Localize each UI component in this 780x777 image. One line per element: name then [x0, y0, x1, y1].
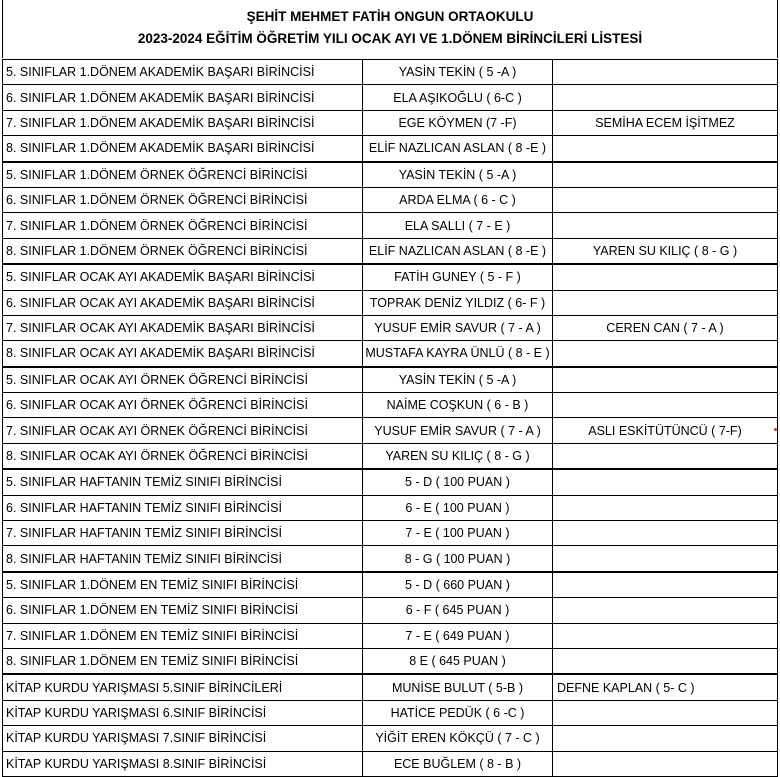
table-row [3, 751, 778, 776]
table-row [3, 546, 778, 572]
table-row [3, 443, 778, 469]
winner-cell: YASİN TEKİN ( 5 -A ) [363, 162, 553, 188]
table-row [3, 162, 778, 188]
category-cell: 6. SINIFLAR 1.DÖNEM AKADEMİK BAŞARI BİRİNCİSİ [3, 85, 363, 110]
table-row [3, 213, 778, 238]
extra-cell: SEMİHA ECEM İŞİTMEZ [553, 110, 778, 135]
table-row [3, 341, 778, 367]
winner-cell: YASİN TEKİN ( 5 -A ) [363, 367, 553, 393]
category-cell: 8. SINIFLAR 1.DÖNEM ÖRNEK ÖĞRENCİ BİRİNCİSİ [3, 238, 363, 264]
school-title: ŞEHİT MEHMET FATİH ONGUN ORTAOKULU [246, 9, 534, 24]
category-cell: 8. SINIFLAR HAFTANIN TEMİZ SINIFI BİRİNCİSİ [3, 546, 363, 572]
category-cell: 6. SINIFLAR OCAK AYI ÖRNEK ÖĞRENCİ BİRİNCİSİ [3, 393, 363, 418]
extra-cell: DEFNE KAPLAN ( 5- C ) [553, 674, 778, 700]
category-cell: 5. SINIFLAR 1.DÖNEM AKADEMİK BAŞARI BİRİNCİSİ [3, 60, 363, 85]
table-row [3, 521, 778, 546]
extra-cell [553, 751, 778, 776]
extra-cell [553, 290, 778, 315]
category-cell: 7. SINIFLAR 1.DÖNEM EN TEMİZ SINIFI BİRİNCİSİ [3, 623, 363, 648]
winner-cell: HATİCE PEDÜK ( 6 -C ) [363, 700, 553, 725]
extra-cell [553, 700, 778, 725]
category-cell: KİTAP KURDU YARIŞMASI 8.SINIF BİRİNCİSİ [3, 751, 363, 776]
winners-table [2, 59, 778, 777]
category-cell: 5. SINIFLAR 1.DÖNEM EN TEMİZ SINIFI BİRİNCİSİ [3, 572, 363, 598]
winner-cell: 7 - E ( 100 PUAN ) [363, 521, 553, 546]
category-cell: 5. SINIFLAR OCAK AYI ÖRNEK ÖĞRENCİ BİRİNCİSİ [3, 367, 363, 393]
winner-cell: ELA AŞIKOĞLU ( 6-C ) [363, 85, 553, 110]
extra-cell [553, 443, 778, 469]
table-row [3, 238, 778, 264]
table-row [3, 674, 778, 700]
winner-cell: YUSUF EMİR SAVUR ( 7 - A ) [363, 315, 553, 340]
extra-cell [553, 136, 778, 162]
category-cell: 8. SINIFLAR OCAK AYI AKADEMİK BAŞARI BİRİNCİSİ [3, 341, 363, 367]
table-row [3, 187, 778, 212]
extra-cell [553, 623, 778, 648]
table-row [3, 469, 778, 495]
table-row [3, 110, 778, 135]
category-cell: 7. SINIFLAR HAFTANIN TEMİZ SINIFI BİRİNCİSİ [3, 521, 363, 546]
table-row [3, 315, 778, 340]
extra-cell [553, 213, 778, 238]
extra-cell [553, 187, 778, 212]
extra-cell: YAREN SU KILIÇ ( 8 - G ) [553, 238, 778, 264]
winner-cell: MUSTAFA KAYRA ÜNLÜ ( 8 - E ) [363, 341, 553, 367]
category-cell: 8. SINIFLAR 1.DÖNEM EN TEMİZ SINIFI BİRİNCİSİ [3, 648, 363, 674]
list-subtitle: 2023-2024 EĞİTİM ÖĞRETİM YILI OCAK AYI VE 1.DÖNEM BİRİNCİLERİ LİSTESİ [137, 31, 643, 46]
extra-cell [553, 648, 778, 674]
winner-cell: 8 E ( 645 PUAN ) [363, 648, 553, 674]
extra-cell [553, 162, 778, 188]
table-row [3, 290, 778, 315]
table-row [3, 726, 778, 751]
winner-cell: 6 - F ( 645 PUAN ) [363, 598, 553, 623]
winner-cell: 6 - E ( 100 PUAN ) [363, 495, 553, 520]
winner-cell: FATİH GUNEY ( 5 - F ) [363, 264, 553, 290]
winner-cell: MUNİSE BULUT ( 5-B ) [363, 674, 553, 700]
category-cell: 6. SINIFLAR HAFTANIN TEMİZ SINIFI BİRİNCİSİ [3, 495, 363, 520]
stray-red-dot [774, 428, 777, 431]
category-cell: 7. SINIFLAR 1.DÖNEM AKADEMİK BAŞARI BİRİNCİSİ [3, 110, 363, 135]
winner-cell: ELİF NAZLICAN ASLAN ( 8 -E ) [363, 136, 553, 162]
category-cell: KİTAP KURDU YARIŞMASI 6.SINIF BİRİNCİSİ [3, 700, 363, 725]
category-cell: 6. SINIFLAR 1.DÖNEM EN TEMİZ SINIFI BİRİNCİSİ [3, 598, 363, 623]
extra-cell [553, 85, 778, 110]
table-row [3, 367, 778, 393]
table-row [3, 418, 778, 443]
table-row [3, 572, 778, 598]
category-cell: 8. SINIFLAR OCAK AYI ÖRNEK ÖĞRENCİ BİRİNCİSİ [3, 443, 363, 469]
extra-cell [553, 572, 778, 598]
table-row [3, 136, 778, 162]
winner-cell: YAREN SU KILIÇ ( 8 - G ) [363, 443, 553, 469]
winner-cell: ECE BUĞLEM ( 8 - B ) [363, 751, 553, 776]
table-row [3, 648, 778, 674]
winner-cell: 7 - E ( 649 PUAN ) [363, 623, 553, 648]
extra-cell [553, 469, 778, 495]
table-row [3, 393, 778, 418]
category-cell: 7. SINIFLAR 1.DÖNEM ÖRNEK ÖĞRENCİ BİRİNCİSİ [3, 213, 363, 238]
extra-cell [553, 546, 778, 572]
category-cell: 7. SINIFLAR OCAK AYI ÖRNEK ÖĞRENCİ BİRİNCİSİ [3, 418, 363, 443]
winner-cell: EGE KÖYMEN (7 -F) [363, 110, 553, 135]
winner-cell: ELİF NAZLICAN ASLAN ( 8 -E ) [363, 238, 553, 264]
winner-cell: TOPRAK DENİZ YILDIZ ( 6- F ) [363, 290, 553, 315]
extra-cell [553, 598, 778, 623]
winner-cell: 5 - D ( 660 PUAN ) [363, 572, 553, 598]
table-row [3, 60, 778, 85]
extra-cell [553, 60, 778, 85]
winner-cell: YİĞİT EREN KÖKÇÜ ( 7 - C ) [363, 726, 553, 751]
winner-cell: ELA SALLI ( 7 - E ) [363, 213, 553, 238]
category-cell: 6. SINIFLAR OCAK AYI AKADEMİK BAŞARI BİRİNCİSİ [3, 290, 363, 315]
winner-cell: YUSUF EMİR SAVUR ( 7 - A ) [363, 418, 553, 443]
winner-cell: ARDA ELMA ( 6 - C ) [363, 187, 553, 212]
category-cell: 6. SINIFLAR 1.DÖNEM ÖRNEK ÖĞRENCİ BİRİNCİSİ [3, 187, 363, 212]
winner-cell: 8 - G ( 100 PUAN ) [363, 546, 553, 572]
extra-cell: CEREN CAN ( 7 - A ) [553, 315, 778, 340]
extra-cell [553, 341, 778, 367]
extra-cell [553, 521, 778, 546]
winner-cell: YASİN TEKİN ( 5 -A ) [363, 60, 553, 85]
table-row [3, 700, 778, 725]
extra-cell: ASLI ESKİTÜTÜNCÜ ( 7-F) [553, 418, 778, 443]
category-cell: KİTAP KURDU YARIŞMASI 5.SINIF BİRİNCİLERİ [3, 674, 363, 700]
winner-cell: NAİME COŞKUN ( 6 - B ) [363, 393, 553, 418]
category-cell: KİTAP KURDU YARIŞMASI 7.SINIF BİRİNCİSİ [3, 726, 363, 751]
table-row [3, 623, 778, 648]
category-cell: 5. SINIFLAR OCAK AYI AKADEMİK BAŞARI BİRİNCİSİ [3, 264, 363, 290]
extra-cell [553, 495, 778, 520]
winner-cell: 5 - D ( 100 PUAN ) [363, 469, 553, 495]
category-cell: 5. SINIFLAR 1.DÖNEM ÖRNEK ÖĞRENCİ BİRİNCİSİ [3, 162, 363, 188]
table-row [3, 598, 778, 623]
extra-cell [553, 367, 778, 393]
category-cell: 8. SINIFLAR 1.DÖNEM AKADEMİK BAŞARI BİRİNCİSİ [3, 136, 363, 162]
extra-cell [553, 393, 778, 418]
category-cell: 5. SINIFLAR HAFTANIN TEMİZ SINIFI BİRİNCİSİ [3, 469, 363, 495]
category-cell: 7. SINIFLAR OCAK AYI AKADEMİK BAŞARI BİRİNCİSİ [3, 315, 363, 340]
table-row [3, 264, 778, 290]
extra-cell [553, 726, 778, 751]
table-row [3, 495, 778, 520]
extra-cell [553, 264, 778, 290]
table-row [3, 85, 778, 110]
